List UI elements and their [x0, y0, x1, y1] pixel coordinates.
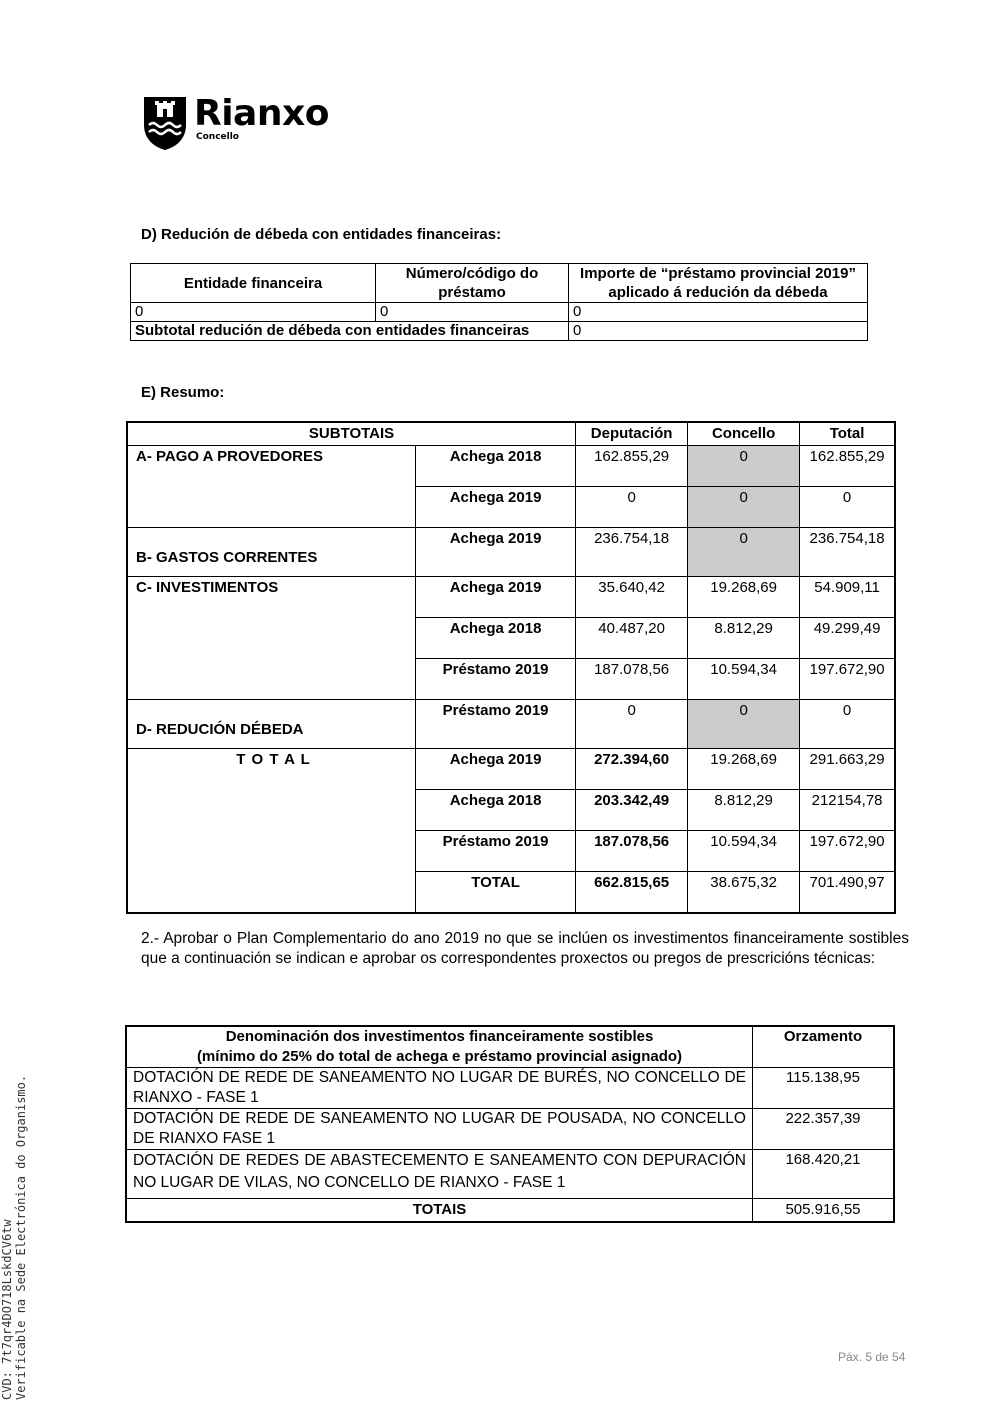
row-sub-label: Achega 2019: [416, 577, 576, 618]
row-sub-label: Achega 2019: [416, 487, 576, 528]
approval-paragraph: 2.- Aprobar o Plan Complementario do ano 2019 no que se inclúen os investimentos financeiramente sostibles que a continuación se indican e aprobar os correspondentes proxectos ou pregos de prescricións técnicas:: [141, 930, 909, 967]
cell-entity: 0: [131, 303, 376, 322]
subtotal-value: 0: [569, 322, 868, 341]
cell-deputacion: 0: [576, 700, 688, 749]
group-label-a: A- PAGO A PROVEDORES: [127, 446, 416, 528]
logo-subtitle: Concello: [196, 132, 239, 142]
cell-deputacion: 272.394,60: [576, 749, 688, 790]
table-row: [127, 528, 895, 577]
col-header-total: Total: [800, 422, 895, 446]
row-sub-label: Préstamo 2019: [416, 659, 576, 700]
cell-concello: 19.268,69: [688, 749, 800, 790]
col-header-loan-code: Número/código do préstamo: [376, 264, 569, 303]
cell-concello: 10.594,34: [688, 831, 800, 872]
cell-total: 0: [800, 700, 895, 749]
page-number: Páx. 5 de 54: [838, 1350, 906, 1364]
cell-concello: 8.812,29: [688, 618, 800, 659]
cell-description: DOTACIÓN DE REDE DE SANEAMENTO NO LUGAR DE POUSADA, NO CONCELLO DE RIANXO FASE 1: [126, 1109, 753, 1150]
row-sub-label: Achega 2018: [416, 446, 576, 487]
group-label-d: D- REDUCIÓN DÉBEDA: [127, 700, 416, 749]
row-sub-label: Achega 2018: [416, 790, 576, 831]
table-row: [127, 446, 895, 487]
col-header-deputacion: Deputación: [576, 422, 688, 446]
summary-table: [126, 421, 896, 914]
cell-description: DOTACIÓN DE REDES DE ABASTECEMENTO E SANEAMENTO CON DEPURACIÓN NO LUGAR DE VILAS, NO CONCELLO DE RIANXO - FASE 1: [126, 1150, 753, 1199]
subtotal-label: Subtotal redución de débeda con entidades financeiras: [131, 322, 569, 341]
cell-total: 49.299,49: [800, 618, 895, 659]
group-label-b: B- GASTOS CORRENTES: [127, 528, 416, 577]
cell-deputacion: 0: [576, 487, 688, 528]
cell-deputacion: 40.487,20: [576, 618, 688, 659]
row-sub-label: TOTAL: [416, 872, 576, 914]
col-header-concello: Concello: [688, 422, 800, 446]
cell-concello: 38.675,32: [688, 872, 800, 914]
cell-total: 212154,78: [800, 790, 895, 831]
cell-total: 236.754,18: [800, 528, 895, 577]
col-header-entity: Entidade financeira: [131, 264, 376, 303]
table-row: [127, 700, 895, 749]
row-sub-label: Achega 2018: [416, 618, 576, 659]
header-line-1: Denominación dos investimentos financeiramente sostibles: [225, 1028, 654, 1045]
col-header-subtotais: SUBTOTAIS: [127, 422, 576, 446]
section-e-heading: E) Resumo:: [141, 384, 225, 401]
cell-amount: 168.420,21: [753, 1150, 895, 1199]
cell-amount: 0: [569, 303, 868, 322]
group-label-total: T O T A L: [127, 749, 416, 914]
cell-total: 162.855,29: [800, 446, 895, 487]
col-header-denomination: [126, 1026, 753, 1068]
cell-deputacion: 187.078,56: [576, 831, 688, 872]
table-row: [127, 577, 895, 618]
group-label-c: C- INVESTIMENTOS: [127, 577, 416, 700]
cell-deputacion: 203.342,49: [576, 790, 688, 831]
cell-concello: 0: [688, 700, 800, 749]
cell-concello: 0: [688, 446, 800, 487]
investments-table: [125, 1025, 895, 1223]
rianxo-logo: [142, 95, 352, 155]
section-d-heading: D) Redución de débeda con entidades financeiras:: [141, 226, 502, 243]
cell-deputacion: 35.640,42: [576, 577, 688, 618]
debt-reduction-table: [130, 263, 868, 341]
cell-total: 54.909,11: [800, 577, 895, 618]
row-sub-label: Achega 2019: [416, 528, 576, 577]
verification-text: [0, 1075, 28, 1400]
totals-value: 505.916,55: [753, 1199, 895, 1223]
cell-total: 197.672,90: [800, 831, 895, 872]
cell-concello: 8.812,29: [688, 790, 800, 831]
cell-deputacion: 162.855,29: [576, 446, 688, 487]
table-row: [126, 1150, 894, 1199]
table-row: [126, 1068, 894, 1109]
coat-of-arms-icon: [142, 95, 188, 151]
table-row: [131, 303, 868, 322]
cell-concello: 0: [688, 528, 800, 577]
logo-name: Rianxo: [194, 93, 329, 134]
cell-total: 0: [800, 487, 895, 528]
cell-concello: 10.594,34: [688, 659, 800, 700]
cell-description: DOTACIÓN DE REDE DE SANEAMENTO NO LUGAR DE BURÉS, NO CONCELLO DE RIANXO - FASE 1: [126, 1068, 753, 1109]
table-row: [127, 749, 895, 790]
cell-amount: 115.138,95: [753, 1068, 895, 1109]
cell-amount: 222.357,39: [753, 1109, 895, 1150]
cell-deputacion: 662.815,65: [576, 872, 688, 914]
cell-loan-code: 0: [376, 303, 569, 322]
table-row: [126, 1109, 894, 1150]
verification-code: CVD: 7t7qr4DO718LskdCV6tw: [0, 1219, 14, 1400]
subtotal-row: [131, 322, 868, 341]
cell-total: 197.672,90: [800, 659, 895, 700]
row-sub-label: Préstamo 2019: [416, 831, 576, 872]
cell-concello: 19.268,69: [688, 577, 800, 618]
col-header-orzamento: Orzamento: [753, 1026, 895, 1068]
cell-concello: 0: [688, 487, 800, 528]
cell-deputacion: 236.754,18: [576, 528, 688, 577]
totals-row: [126, 1199, 894, 1223]
cell-total: 701.490,97: [800, 872, 895, 914]
verification-note: Verificable na Sede Electrónica do Organismo.: [14, 1074, 28, 1400]
cell-total: 291.663,29: [800, 749, 895, 790]
cell-deputacion: 187.078,56: [576, 659, 688, 700]
row-sub-label: Préstamo 2019: [416, 700, 576, 749]
col-header-amount: Importe de “préstamo provincial 2019” aplicado á redución da débeda: [569, 264, 868, 303]
row-sub-label: Achega 2019: [416, 749, 576, 790]
header-line-2: (mínimo do 25% do total de achega e préstamo provincial asignado): [196, 1048, 683, 1065]
totals-label: TOTAIS: [126, 1199, 753, 1223]
